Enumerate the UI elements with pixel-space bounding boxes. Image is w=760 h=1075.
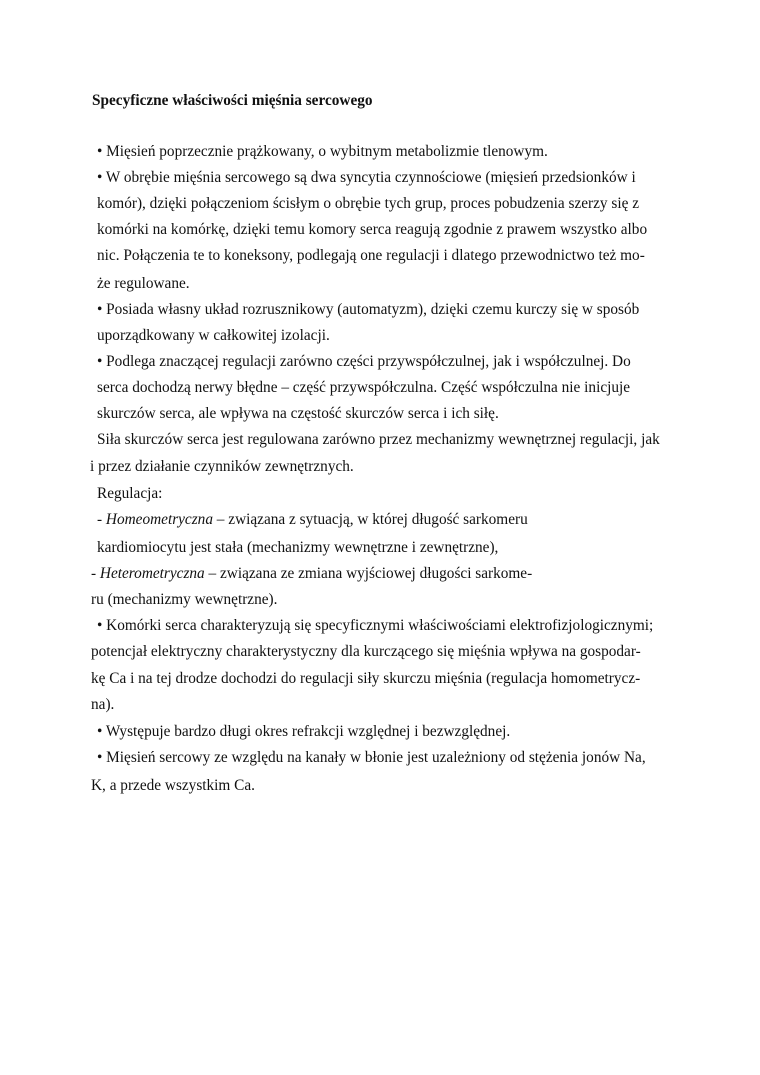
text-line: serca dochodzą nerwy błędne – część przywspółczulna. Część współczulna nie inicjuje: [97, 379, 631, 396]
term-homeometric: Homeometryczna: [105, 511, 213, 528]
dash: -: [91, 565, 100, 582]
text-line: skurczów serca, ale wpływa na częstość skurczów serca i ich siłę.: [97, 405, 499, 422]
text-line: • Mięsień sercowy ze względu na kanały w błonie jest uzależniony od stężenia jonów Na,: [97, 749, 646, 766]
document-title: Specyficzne właściwości mięśnia sercowego: [92, 92, 373, 109]
text-line: • Komórki serca charakteryzują się specyficznymi właściwościami elektrofizjologicznymi;: [97, 617, 654, 634]
text-line: Siła skurczów serca jest regulowana zarówno przez mechanizmy wewnętrznej regulacji, jak: [97, 431, 660, 448]
text-line: Regulacja:: [97, 485, 163, 502]
text-line: K, a przede wszystkim Ca.: [91, 777, 255, 794]
text-line: komórki na komórkę, dzięki temu komory serca reagują zgodnie z prawem wszystko albo: [97, 221, 648, 238]
definition: – związana ze zmiana wyjściowej długości sarkome-: [204, 565, 533, 582]
text-line: kardiomiocytu jest stała (mechanizmy wewnętrzne i zewnętrzne),: [97, 539, 499, 556]
text-line: że regulowane.: [97, 275, 190, 292]
text-line: i przez działanie czynników zewnętrznych.: [90, 458, 354, 475]
text-line: komór), dzięki połączeniom ścisłym o obrębie tych grup, proces pobudzenia szerzy się z: [97, 195, 640, 212]
text-line: • W obrębie mięśnia sercowego są dwa syncytia czynnościowe (mięsień przedsionków i: [97, 169, 636, 186]
definition: – związana z sytuacją, w której długość sarkomeru: [212, 511, 528, 528]
text-line: kę Ca i na tej drodze dochodzi do regulacji siły skurczu mięśnia (regulacja homometrycz-: [91, 670, 641, 687]
text-line: na).: [91, 696, 115, 713]
text-line: nic. Połączenia te to koneksony, podlegają one regulacji i dlatego przewodnictwo też mo-: [97, 247, 645, 264]
text-line: potencjał elektryczny charakterystyczny dla kurczącego się mięśnia wpływa na gospodar-: [91, 643, 641, 660]
dash: -: [97, 511, 106, 528]
text-line: • Posiada własny układ rozrusznikowy (automatyzm), dzięki czemu kurczy się w sposób: [97, 301, 640, 318]
text-line: • Mięsień poprzecznie prążkowany, o wybitnym metabolizmie tlenowym.: [97, 143, 548, 160]
homeometric-line: [97, 510, 528, 530]
term-heterometric: Heterometryczna: [99, 565, 205, 582]
text-line: • Podlega znaczącej regulacji zarówno części przywspółczulnej, jak i współczulnej. Do: [97, 353, 631, 370]
text-line: • Występuje bardzo długi okres refrakcji względnej i bezwzględnej.: [97, 723, 511, 740]
text-line: uporządkowany w całkowitej izolacji.: [97, 327, 330, 344]
heterometric-line: [91, 564, 532, 584]
text-line: ru (mechanizmy wewnętrzne).: [91, 591, 278, 608]
